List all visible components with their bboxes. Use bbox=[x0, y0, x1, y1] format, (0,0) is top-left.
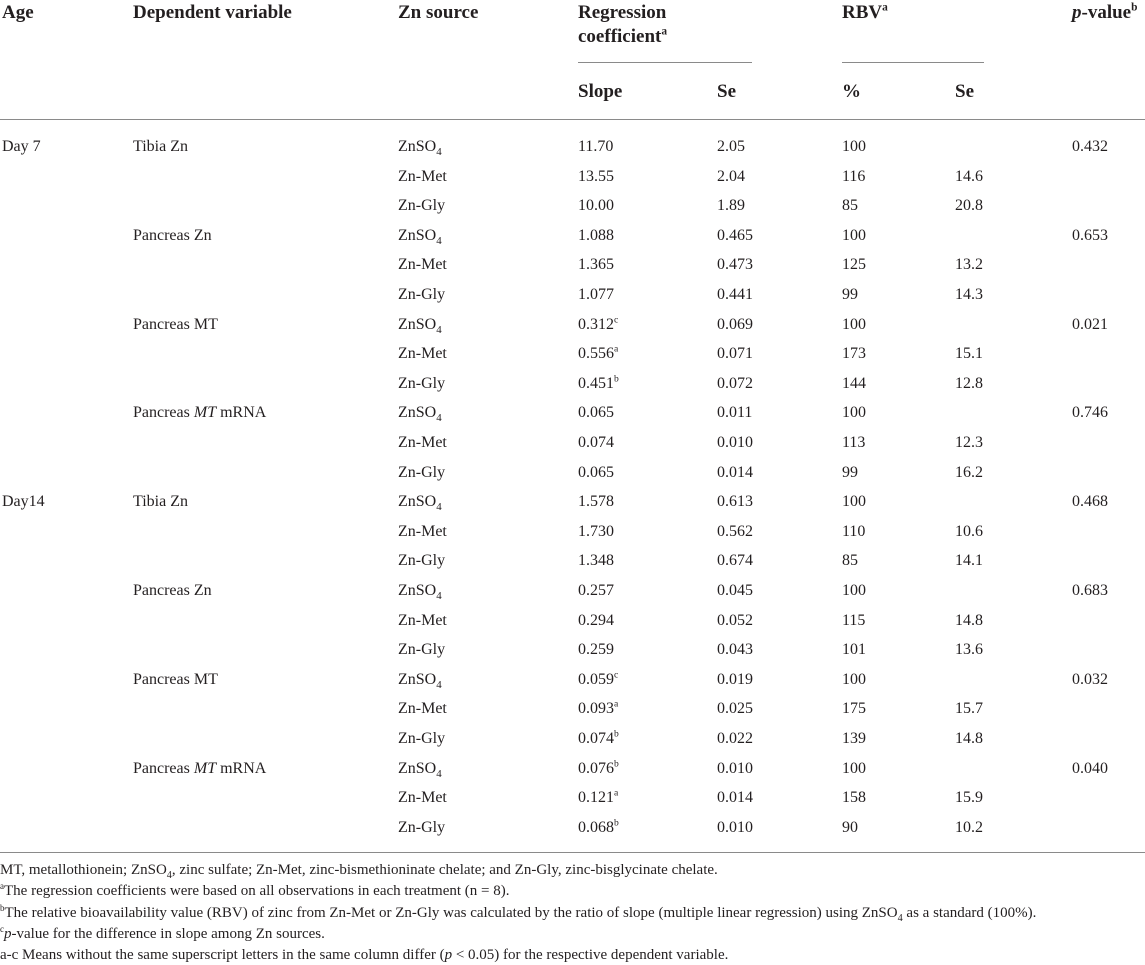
col-header-rbv bbox=[842, 1, 888, 25]
rbv-cell: 110 bbox=[842, 523, 866, 540]
slope-cell: 0.068$^b$ bbox=[578, 817, 619, 836]
table-bottom-rule bbox=[0, 852, 1145, 853]
rbv-se-cell: 20.8 bbox=[955, 197, 983, 214]
rbv-cell: 115 bbox=[842, 612, 866, 629]
dependent-variable-cell: Tibia Zn bbox=[133, 493, 188, 510]
zn-source-cell: Zn-Gly bbox=[398, 819, 446, 836]
subheader-rbv-se: Se bbox=[955, 81, 974, 102]
col-header-regression bbox=[578, 1, 667, 49]
zn-source-cell: Zn-Met bbox=[398, 256, 447, 273]
rbv-se-cell: 13.6 bbox=[955, 641, 983, 658]
age-cell: Day14 bbox=[2, 493, 45, 510]
zn-source-cell: ZnSO$_4$ bbox=[398, 316, 442, 337]
p-value-cell: 0.432 bbox=[1072, 138, 1108, 155]
slope-se-cell: 0.052 bbox=[717, 612, 753, 629]
p-value-cell: 0.746 bbox=[1072, 404, 1108, 421]
p-value-label: -value bbox=[1081, 2, 1132, 23]
subheader-slope: Slope bbox=[578, 81, 623, 102]
rbv-cell: 125 bbox=[842, 256, 866, 273]
slope-se-cell: 0.010 bbox=[717, 434, 753, 451]
rbv-span-rule bbox=[842, 62, 984, 63]
zn-source-cell: Zn-Gly bbox=[398, 375, 446, 392]
age-cell: Day 7 bbox=[2, 138, 41, 155]
rbv-se-cell: 15.7 bbox=[955, 700, 983, 717]
footnote-a-c bbox=[0, 946, 728, 965]
slope-cell: 0.065 bbox=[578, 404, 614, 421]
footnote-c-text: -value for the difference in slope among Zn sources. bbox=[11, 926, 325, 942]
rbv-cell: 100 bbox=[842, 404, 866, 421]
dependent-variable-cell: Pancreas MT mRNA bbox=[133, 760, 267, 777]
rbv-cell: 139 bbox=[842, 730, 866, 747]
rbv-cell: 85 bbox=[842, 197, 858, 214]
rbv-se-cell: 10.2 bbox=[955, 819, 983, 836]
rbv-se-cell: 16.2 bbox=[955, 464, 983, 481]
rbv-cell: 100 bbox=[842, 671, 866, 688]
slope-se-cell: 0.473 bbox=[717, 256, 753, 273]
zn-source-cell: Zn-Met bbox=[398, 612, 447, 629]
slope-cell: 13.55 bbox=[578, 168, 614, 185]
zn-source-cell: ZnSO$_4$ bbox=[398, 582, 442, 603]
rbv-cell: 116 bbox=[842, 168, 866, 185]
p-value-cell: 0.032 bbox=[1072, 671, 1108, 688]
slope-se-cell: 0.019 bbox=[717, 671, 753, 688]
rbv-cell: 100 bbox=[842, 760, 866, 777]
footnote-a-text: The regression coefficients were based on all observations in each treatment (n = 8). bbox=[4, 883, 510, 899]
slope-se-cell: 0.441 bbox=[717, 286, 753, 303]
rbv-cell: 144 bbox=[842, 375, 866, 392]
rbv-footnote-mark: a bbox=[882, 1, 888, 14]
footnote-a-mark: a bbox=[0, 881, 4, 891]
zn-source-cell: Zn-Gly bbox=[398, 197, 446, 214]
footnote-a-c-p: p bbox=[444, 947, 453, 963]
slope-se-cell: 0.072 bbox=[717, 375, 753, 392]
footnote-b-text: The relative bioavailability value (RBV) of zinc from Zn-Met or Zn-Gly was calculated by the ratio of slope (multiple linear regression) using ZnSO$_4$ as a standard (100%). bbox=[4, 905, 1037, 924]
slope-cell: 0.451$^b$ bbox=[578, 373, 619, 392]
rbv-se-cell: 13.2 bbox=[955, 256, 983, 273]
zn-source-cell: Zn-Met bbox=[398, 345, 447, 362]
footnote-c bbox=[0, 925, 325, 944]
zn-source-cell: Zn-Gly bbox=[398, 464, 446, 481]
col-header-p-value bbox=[1072, 1, 1137, 25]
slope-cell: 0.065 bbox=[578, 464, 614, 481]
footnote-c-p: p bbox=[4, 926, 12, 942]
rbv-cell: 99 bbox=[842, 464, 858, 481]
slope-cell: 0.059$^c$ bbox=[578, 669, 619, 688]
slope-se-cell: 0.011 bbox=[717, 404, 753, 421]
dependent-variable-cell: Tibia Zn bbox=[133, 138, 188, 155]
slope-se-cell: 0.014 bbox=[717, 789, 753, 806]
rbv-cell: 100 bbox=[842, 582, 866, 599]
p-value-p: p bbox=[1072, 2, 1082, 23]
rbv-se-cell: 14.3 bbox=[955, 286, 983, 303]
dependent-variable-cell: Pancreas Zn bbox=[133, 582, 212, 599]
slope-se-cell: 2.05 bbox=[717, 138, 745, 155]
rbv-cell: 100 bbox=[842, 316, 866, 333]
zn-source-cell: ZnSO$_4$ bbox=[398, 227, 442, 248]
slope-cell: 0.259 bbox=[578, 641, 614, 658]
zn-source-cell: Zn-Gly bbox=[398, 730, 446, 747]
zn-source-cell: Zn-Gly bbox=[398, 552, 446, 569]
rbv-se-cell: 14.8 bbox=[955, 730, 983, 747]
rbv-se-cell: 14.8 bbox=[955, 612, 983, 629]
slope-se-cell: 1.89 bbox=[717, 197, 745, 214]
rbv-se-cell: 14.6 bbox=[955, 168, 983, 185]
zn-source-cell: ZnSO$_4$ bbox=[398, 760, 442, 781]
footnote-b-mark: b bbox=[0, 903, 5, 913]
slope-se-cell: 0.014 bbox=[717, 464, 753, 481]
slope-cell: 10.00 bbox=[578, 197, 614, 214]
slope-se-cell: 0.043 bbox=[717, 641, 753, 658]
rbv-cell: 99 bbox=[842, 286, 858, 303]
slope-se-cell: 0.010 bbox=[717, 760, 753, 777]
rbv-cell: 90 bbox=[842, 819, 858, 836]
rbv-label: RBV bbox=[842, 2, 883, 23]
zn-source-cell: ZnSO$_4$ bbox=[398, 138, 442, 159]
slope-cell: 0.076$^b$ bbox=[578, 758, 619, 777]
slope-cell: 0.257 bbox=[578, 582, 614, 599]
rbv-cell: 101 bbox=[842, 641, 866, 658]
footnote-a-c-pre: a-c Means without the same superscript letters in the same column differ ( bbox=[0, 947, 445, 963]
zn-source-cell: Zn-Met bbox=[398, 434, 447, 451]
zn-source-cell: Zn-Met bbox=[398, 168, 447, 185]
footnote-abbreviations-text: MT, metallothionein; ZnSO$_4$, zinc sulfate; Zn-Met, zinc-bismethioninate chelate; and Zn-Gly, zinc-bisglycinate chelate. bbox=[0, 862, 718, 881]
rbv-se-cell: 14.1 bbox=[955, 552, 983, 569]
slope-cell: 0.312$^c$ bbox=[578, 314, 619, 333]
footnote-a bbox=[0, 882, 510, 901]
slope-cell: 1.348 bbox=[578, 552, 614, 569]
regression-label-line1: Regression bbox=[578, 2, 667, 23]
rbv-cell: 100 bbox=[842, 138, 866, 155]
zn-source-cell: Zn-Gly bbox=[398, 641, 446, 658]
slope-cell: 0.294 bbox=[578, 612, 614, 629]
zn-source-cell: Zn-Met bbox=[398, 700, 447, 717]
slope-se-cell: 0.562 bbox=[717, 523, 753, 540]
slope-cell: 0.074$^b$ bbox=[578, 728, 619, 747]
subheader-rbv-percent: % bbox=[842, 81, 861, 102]
dependent-variable-cell: Pancreas MT mRNA bbox=[133, 404, 267, 421]
rbv-se-cell: 12.3 bbox=[955, 434, 983, 451]
p-value-footnote-mark: b bbox=[1131, 1, 1138, 14]
zn-source-cell: ZnSO$_4$ bbox=[398, 671, 442, 692]
rbv-se-cell: 15.9 bbox=[955, 789, 983, 806]
slope-cell: 11.70 bbox=[578, 138, 614, 155]
slope-se-cell: 0.025 bbox=[717, 700, 753, 717]
regression-span-rule bbox=[578, 62, 752, 63]
rbv-cell: 100 bbox=[842, 227, 866, 244]
subheader-slope-se: Se bbox=[717, 81, 736, 102]
footnote-c-mark: c bbox=[0, 924, 4, 934]
dependent-variable-cell: Pancreas MT bbox=[133, 671, 218, 688]
zn-source-cell: ZnSO$_4$ bbox=[398, 493, 442, 514]
header-bottom-rule bbox=[0, 119, 1145, 120]
zn-source-cell: ZnSO$_4$ bbox=[398, 404, 442, 425]
slope-se-cell: 0.674 bbox=[717, 552, 753, 569]
rbv-se-cell: 12.8 bbox=[955, 375, 983, 392]
col-header-dependent-variable: Dependent variable bbox=[133, 2, 292, 23]
slope-cell: 1.077 bbox=[578, 286, 614, 303]
rbv-cell: 113 bbox=[842, 434, 866, 451]
slope-se-cell: 0.010 bbox=[717, 819, 753, 836]
col-header-zn-source: Zn source bbox=[398, 2, 479, 23]
slope-se-cell: 0.069 bbox=[717, 316, 753, 333]
rbv-se-cell: 10.6 bbox=[955, 523, 983, 540]
p-value-cell: 0.021 bbox=[1072, 316, 1108, 333]
slope-cell: 1.730 bbox=[578, 523, 614, 540]
rbv-cell: 100 bbox=[842, 493, 866, 510]
rbv-cell: 158 bbox=[842, 789, 866, 806]
regression-label-line2: coefficient bbox=[578, 26, 662, 47]
rbv-cell: 85 bbox=[842, 552, 858, 569]
footnote-abbreviations bbox=[0, 861, 718, 880]
zn-source-cell: Zn-Gly bbox=[398, 286, 446, 303]
slope-cell: 0.093$^a$ bbox=[578, 698, 619, 717]
slope-cell: 0.121$^a$ bbox=[578, 787, 619, 806]
rbv-cell: 173 bbox=[842, 345, 866, 362]
slope-cell: 0.074 bbox=[578, 434, 614, 451]
dependent-variable-cell: Pancreas MT bbox=[133, 316, 218, 333]
slope-se-cell: 2.04 bbox=[717, 168, 745, 185]
slope-cell: 1.088 bbox=[578, 227, 614, 244]
zn-source-cell: Zn-Met bbox=[398, 523, 447, 540]
slope-se-cell: 0.045 bbox=[717, 582, 753, 599]
dependent-variable-cell: Pancreas Zn bbox=[133, 227, 212, 244]
slope-se-cell: 0.613 bbox=[717, 493, 753, 510]
slope-cell: 1.365 bbox=[578, 256, 614, 273]
footnote-b bbox=[0, 904, 1036, 923]
footnote-a-c-post: < 0.05) for the respective dependent variable. bbox=[452, 947, 729, 963]
regression-footnote-mark: a bbox=[661, 25, 668, 38]
slope-cell: 1.578 bbox=[578, 493, 614, 510]
p-value-cell: 0.468 bbox=[1072, 493, 1108, 510]
col-header-age: Age bbox=[2, 2, 34, 23]
p-value-cell: 0.683 bbox=[1072, 582, 1108, 599]
slope-se-cell: 0.071 bbox=[717, 345, 753, 362]
slope-se-cell: 0.022 bbox=[717, 730, 753, 747]
rbv-se-cell: 15.1 bbox=[955, 345, 983, 362]
slope-cell: 0.556$^a$ bbox=[578, 343, 619, 362]
slope-se-cell: 0.465 bbox=[717, 227, 753, 244]
p-value-cell: 0.653 bbox=[1072, 227, 1108, 244]
rbv-cell: 175 bbox=[842, 700, 866, 717]
zn-source-cell: Zn-Met bbox=[398, 789, 447, 806]
p-value-cell: 0.040 bbox=[1072, 760, 1108, 777]
